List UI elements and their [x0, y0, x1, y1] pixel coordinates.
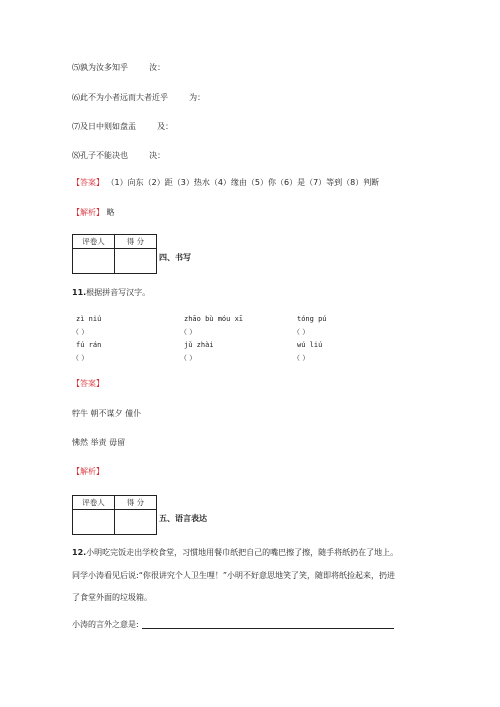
pinyin-2: zhāo bù móu xī [184, 315, 244, 323]
question-12-line-2: 同学小涛看见后说:“你很讲究个人卫生哩！”小明不好意思地笑了笑，随即将纸捡起来，扔进 [72, 571, 395, 580]
answer-blank-line[interactable] [142, 628, 394, 629]
pinyin-5: jǔ zhài [184, 341, 214, 349]
table-header-score: 得 分 [115, 496, 157, 510]
section-title-4: 四、书写 [159, 253, 191, 262]
table-cell [115, 510, 157, 535]
item-6 [72, 92, 205, 103]
item-text: ⑺及日中则如盘盂 [72, 122, 136, 131]
analysis-label: 【解析】 [72, 467, 104, 476]
answer-paren: （ ） [180, 354, 197, 362]
answer-text: （1）向东（2）距（3）热水（4）缘由（5）你（6）是（7）等到（8）判断 [106, 178, 380, 187]
pinyin-1: zì niú [76, 315, 102, 323]
table-header-score: 得 分 [115, 235, 157, 249]
analysis-text: 略 [106, 208, 115, 217]
item-7 [72, 121, 173, 132]
table-cell [115, 249, 157, 274]
table-cell [73, 249, 115, 274]
answer-paren: （ ） [293, 328, 310, 336]
answer-label: 【答案】 [72, 379, 104, 388]
answer-paren: （ ） [180, 328, 197, 336]
pinyin-4: fú rán [76, 341, 102, 349]
section-title-5: 五、语言表达 [159, 514, 207, 523]
question-number: 12. [72, 548, 87, 557]
item-8 [72, 150, 165, 161]
table-header-grader: 评卷人 [73, 496, 115, 510]
question-number: 11. [72, 288, 87, 297]
item-blank: 汝： [149, 63, 166, 72]
question-12-line-3: 了食堂外面的垃圾箱。 [72, 593, 152, 602]
table-cell [73, 510, 115, 535]
question-11 [72, 287, 150, 298]
score-table-1 [72, 234, 157, 274]
answer-label: 【答案】 [72, 178, 104, 187]
analysis-block-1 [72, 207, 115, 218]
item-blank: 决： [149, 151, 166, 160]
analysis-label: 【解析】 [72, 208, 104, 217]
question-text: 小明吃完饭走出学校食堂，习惯地用餐巾纸把自己的嘴巴擦了擦，随手将纸扔在了地上。 [86, 548, 399, 557]
pinyin-3: tóng pú [297, 315, 327, 323]
question-12-prompt: 小涛的言外之意是: [72, 620, 139, 629]
answer-paren: （ ） [72, 354, 89, 362]
pinyin-6: wú liú [297, 341, 323, 349]
answer-line-2: 怫然 举责 毋留 [72, 438, 126, 447]
answer-block-1 [72, 177, 379, 188]
item-text: ⑹此不为小者远而大者近乎 [72, 93, 168, 102]
item-blank: 及： [157, 122, 174, 131]
question-12-line-1 [72, 547, 398, 558]
item-text: ⑸孰为汝多知乎 [72, 63, 128, 72]
answer-paren: （ ） [293, 354, 310, 362]
item-5 [72, 62, 165, 73]
table-header-grader: 评卷人 [73, 235, 115, 249]
answer-line-1: 牸牛 朝不谋夕 僮仆 [72, 409, 142, 418]
item-blank: 为： [189, 93, 206, 102]
score-table-2 [72, 495, 157, 535]
item-text: ⑻孔子不能决也 [72, 151, 128, 160]
answer-paren: （ ） [72, 328, 89, 336]
question-text: 根据拼音写汉字。 [86, 288, 151, 297]
